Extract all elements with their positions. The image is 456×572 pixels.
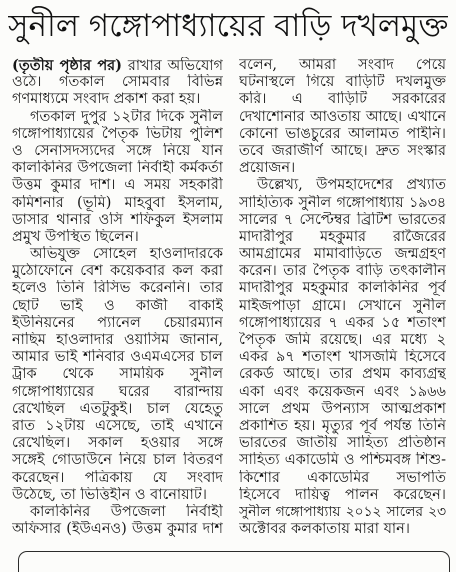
text-line: করেছেন। পত্রিকায় যে সংবাদ xyxy=(12,469,223,486)
text-line: ও সেনাসদস্যদের সঙ্গে নিয়ে যান xyxy=(12,142,223,159)
text-line: গঙ্গোপাধ্যায়ের ঘরের বারান্দায় xyxy=(12,383,223,400)
text-line: মুঠোফোনে বেশ কয়েকবার কল করা xyxy=(12,263,223,280)
paragraph xyxy=(12,109,223,247)
text-line: একা এবং কয়েকজন এবং ১৯৬৬ xyxy=(239,383,446,400)
text-line: মাইজপাড়া গ্রামে। সেখানে সুনীল xyxy=(239,297,446,314)
text-line: হলেও তিনি রিসিভ করেননি। তার xyxy=(12,280,223,297)
jump-label: (তৃতীয় পৃষ্ঠার পর) xyxy=(12,57,123,74)
text-line: ওঠে। গতকাল সোমবার বিভিন্ন xyxy=(12,74,223,91)
text-line: কালকিনির উপজেলা নির্বাহী কর্মকর্তা xyxy=(12,160,223,177)
text-line: নাছিম হাওলাদার ওয়াসিম জানান, xyxy=(12,332,223,348)
text-line: উল্লেখ্য, উপমহাদেশের প্রখ্যাত xyxy=(257,177,446,194)
paragraph xyxy=(12,57,223,109)
text-line: ইউনিয়নের প্যানেল চেয়ারম্যান xyxy=(12,314,223,331)
text-line: সাহিত্যিক সুনীল গঙ্গোপাধ্যায় ১৯৩৪ xyxy=(239,194,446,211)
text-line: ভারতের জাতীয় সাহিত্য প্রতিষ্ঠান xyxy=(239,435,446,452)
left-column xyxy=(12,57,223,538)
text-line: উত্তম কুমার দাশ। এ সময় সহকারী xyxy=(12,177,223,194)
text-line: মাদারীপুর মহকুমার কালকিনির পূর্ব xyxy=(239,280,446,297)
paragraph xyxy=(12,504,223,538)
text-line: কিশোর একাডেমির সভাপতি xyxy=(239,469,446,486)
line-text: রাখার অভিযোগ xyxy=(127,58,223,74)
text-line: প্রমুখ উপস্থিত ছিলেন। xyxy=(12,228,139,245)
text-line: ছোট ভাই ও কাজী বাকাই xyxy=(12,297,223,314)
headline: সুনীল গঙ্গোপাধ্যায়ের বাড়ি দখলমুক্ত xyxy=(8,8,448,44)
text-line: কালকিনির উপজেলা নির্বাহী xyxy=(30,503,223,520)
text-line: গঙ্গোপাধ্যায়ের পৈতৃক ভিটায় পুলিশ xyxy=(12,125,223,142)
text-line: আমার ভাই শনিবার ওএমএসের চাল xyxy=(12,349,223,366)
text-line: দেখাশোনার আওতায় আছে। এখানে xyxy=(239,108,446,125)
text-line: ডাসার থানার ওসি শফিকুল ইসলাম xyxy=(12,211,223,228)
text-line: অভিযুক্ত সোহেল হাওলাদারকে xyxy=(30,246,223,263)
text-line: উঠেছে, তা ভিত্তিহীন ও বানোয়াট। xyxy=(12,486,207,503)
text-line: করেন। তার পৈতৃক বাড়ি তৎকালীন xyxy=(239,263,446,280)
text-line: রেখেছিল। সকাল হওয়ার সঙ্গে xyxy=(12,435,223,452)
text-line: সালে প্রথম উপন্যাস আত্মপ্রকাশ xyxy=(239,400,446,417)
text-line xyxy=(12,57,223,74)
text-line: সঙ্গেই গোডাউনে নিয়ে চাল বিতরণ xyxy=(12,452,223,469)
text-line: হিসেবে দায়িত্ব পালন করেছেন। xyxy=(239,486,446,503)
next-article-box xyxy=(18,551,450,572)
text-line: পৈতৃক জমি রয়েছে। এর মধ্যে ২ xyxy=(239,332,446,348)
text-line: কোনো ভাঙচুরের আলামত পাইনি। xyxy=(239,125,446,142)
paragraph xyxy=(239,177,446,538)
text-line: আমগ্রামের মামাবাড়িতে জন্মগ্রহণ xyxy=(239,246,446,263)
text-line: কমিশনার (ভূমি) মাহবুবা ইসলাম, xyxy=(12,194,223,211)
text-line: মাদারীপুর মহকুমার রাজৈরের xyxy=(239,228,446,245)
text-line: বলেন, আমরা সংবাদ পেয়ে xyxy=(239,57,446,73)
text-line: সুনীল গঙ্গোপাধ্যায় ২০১২ সালের ২৩ xyxy=(239,503,446,520)
paragraph xyxy=(12,246,223,504)
text-line: তবে জরাজীর্ণ আছে। দ্রুত সংস্কার xyxy=(239,142,446,159)
paragraph xyxy=(239,57,446,177)
text-line: ঘটনাস্থলে গিয়ে বাড়িটি দখলমুক্ত xyxy=(239,74,446,91)
text-line: গতকাল দুপুর ১২টার দিকে সুনীল xyxy=(30,108,223,125)
text-line: সাহিত্য একাডেমি ও পশ্চিমবঙ্গ শিশু- xyxy=(239,452,446,469)
text-line: রাত ১২টায় এসেছে, তাই এখানে xyxy=(12,417,223,434)
text-line: প্রকাশিত হয়। মৃত্যুর পূর্ব পর্যন্ত তিনি xyxy=(239,417,446,434)
text-line: ট্রাক থেকে সাময়িক সুনীল xyxy=(12,366,223,383)
text-line: গণমাধ্যমে সংবাদ প্রকাশ করা হয়। xyxy=(12,91,201,108)
text-line: প্রয়োজন। xyxy=(239,160,296,177)
text-line: গঙ্গোপাধ্যায়ের ৭ একর ১৫ শতাংশ xyxy=(239,314,446,331)
text-line: সালের ৭ সেপ্টেম্বর ব্রিটিশ ভারতের xyxy=(239,211,446,228)
text-line: অফিসার (ইউএনও) উত্তম কুমার দাশ xyxy=(12,521,223,538)
text-line: করি। এ বাড়িটি সরকারের xyxy=(239,91,446,108)
right-column xyxy=(239,57,446,538)
text-line: একর ৯৭ শতাংশ খাসজমি হিসেবে xyxy=(239,349,446,366)
text-line: অক্টোবর কলকাতায় মারা যান। xyxy=(239,521,410,538)
text-line: রেকর্ড আছে। তার প্রথম কাব্যগ্রন্থ xyxy=(239,366,446,383)
text-line: রেখেছিল এতটুকুই। চাল যেহেতু xyxy=(12,400,223,417)
